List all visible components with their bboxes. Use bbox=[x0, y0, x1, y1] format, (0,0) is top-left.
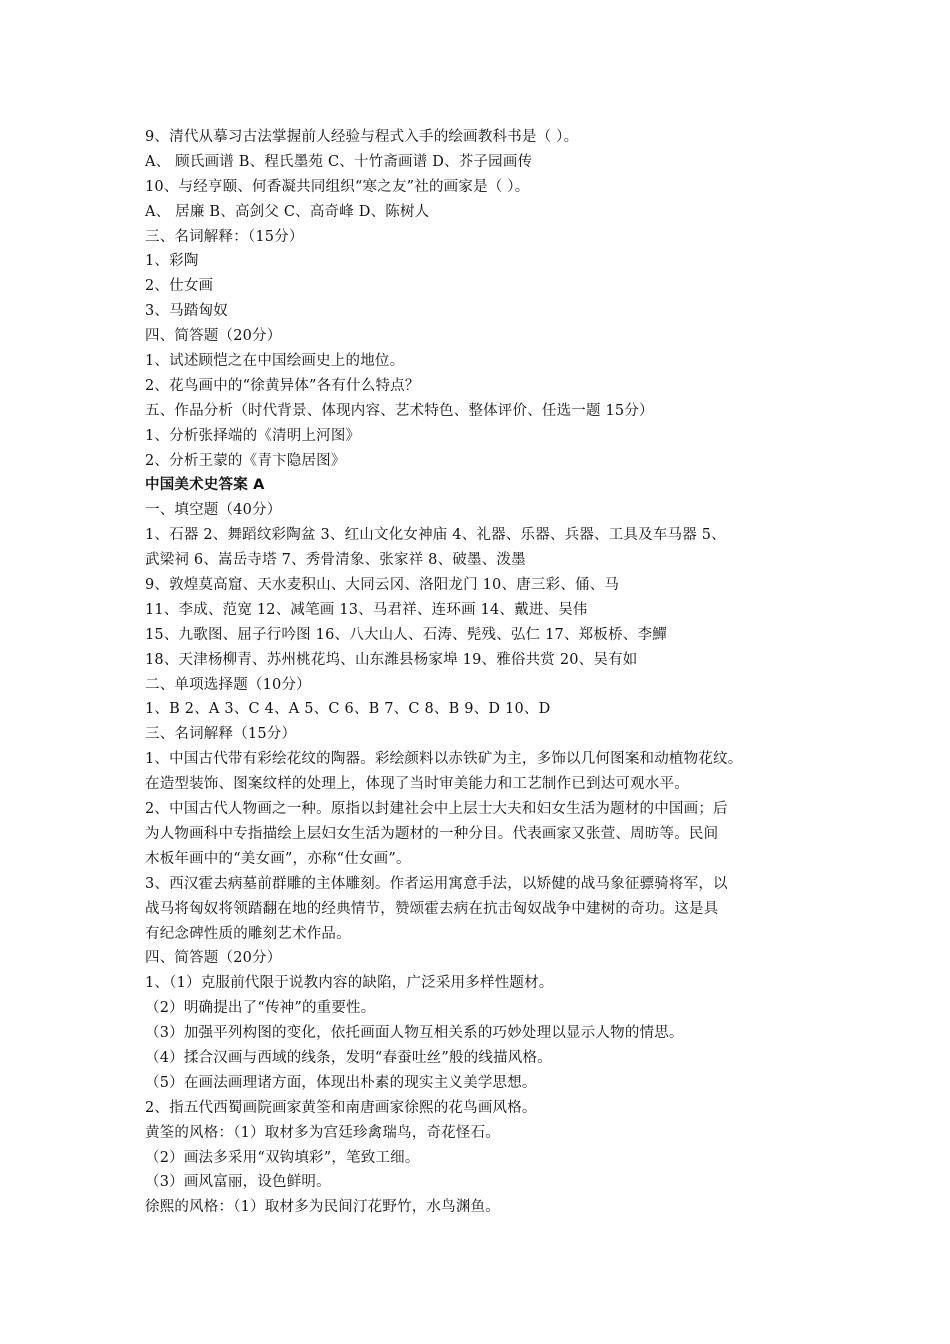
text-line: 二、单项选择题（10分） bbox=[145, 676, 311, 693]
text-line: 三、名词解释（15分） bbox=[145, 726, 297, 743]
text-line: 一、填空题（40分） bbox=[145, 502, 282, 519]
text-line: 有纪念碑性质的雕刻艺术作品。 bbox=[145, 925, 351, 942]
text-line: 2、仕女画 bbox=[145, 278, 214, 295]
answer-heading: 中国美术史答案 A bbox=[145, 477, 265, 494]
text-line: 在造型装饰、图案纹样的处理上，体现了当时审美能力和工艺制作已到达可观水平。 bbox=[145, 776, 689, 793]
document-body bbox=[145, 125, 835, 1220]
text-line: 1、彩陶 bbox=[145, 253, 199, 270]
text-line: 四、简答题（20分） bbox=[145, 950, 282, 967]
text-line: 武梁祠 6、嵩岳寺塔 7、秀骨清象、张家祥 8、破墨、泼墨 bbox=[145, 552, 526, 569]
text-line: 18、天津杨柳青、苏州桃花坞、山东潍县杨家埠 19、雅俗共赏 20、吴有如 bbox=[145, 651, 638, 668]
text-line: 1、分析张择端的《清明上河图》 bbox=[145, 427, 361, 444]
text-line: A、 顾氏画谱 B、程氏墨苑 C、十竹斋画谱 D、芥子园画传 bbox=[145, 153, 533, 170]
text-line: 五、作品分析（时代背景、体现内容、艺术特色、整体评价、任选一题 15分） bbox=[145, 402, 654, 419]
text-line: 1、石器 2、舞蹈纹彩陶盆 3、红山文化女神庙 4、礼器、乐器、兵器、工具及车马器 5、 bbox=[145, 527, 726, 544]
text-line: 2、指五代西蜀画院画家黄筌和南唐画家徐熙的花鸟画风格。 bbox=[145, 1099, 537, 1116]
text-line: 战马将匈奴将领踏翻在地的经典情节，赞颂霍去病在抗击匈奴战争中建树的奇功。这是具 bbox=[145, 900, 719, 917]
text-line: 徐熙的风格：（1）取材多为民间汀花野竹，水鸟渊鱼。 bbox=[145, 1199, 500, 1216]
text-line: 1、B 2、A 3、C 4、A 5、C 6、B 7、C 8、B 9、D 10、D bbox=[145, 701, 551, 718]
text-line: （2）画法多采用“双钩填彩”，笔致工细。 bbox=[145, 1149, 420, 1166]
text-line: 9、敦煌莫高窟、天水麦积山、大同云冈、洛阳龙门 10、唐三彩、俑、马 bbox=[145, 577, 620, 594]
text-line: 2、中国古代人物画之一种。原指以封建社会中上层士大夫和妇女生活为题材的中国画；后 bbox=[145, 801, 728, 818]
text-line: 3、西汉霍去病墓前群雕的主体雕刻。作者运用寓意手法，以矫健的战马象征骠骑将军，以 bbox=[145, 875, 728, 892]
text-line: （3）加强平列构图的变化，依托画面人物互相关系的巧妙处理以显示人物的情思。 bbox=[145, 1025, 684, 1042]
text-line: 黄筌的风格：（1）取材多为宫廷珍禽瑞鸟，奇花怪石。 bbox=[145, 1124, 500, 1141]
text-line: 木板年画中的“美女画”，亦称“仕女画”。 bbox=[145, 850, 411, 867]
text-line: 11、李成、范宽 12、减笔画 13、马君祥、连环画 14、戴进、吴伟 bbox=[145, 601, 588, 618]
text-line: （3）画风富丽，设色鲜明。 bbox=[145, 1174, 331, 1191]
text-line: 2、花鸟画中的“徐黄异体”各有什么特点？ bbox=[145, 377, 420, 394]
text-line: 1、（1）克服前代限于说教内容的缺陷，广泛采用多样性题材。 bbox=[145, 975, 554, 992]
text-line: 为人物画科中专指描绘上层妇女生活为题材的一种分目。代表画家又张萱、周昉等。民间 bbox=[145, 825, 719, 842]
text-line: 3、马踏匈奴 bbox=[145, 303, 228, 320]
text-line: 三、名词解释：（15分） bbox=[145, 228, 304, 245]
text-line: 1、中国古代带有彩绘花纹的陶器。彩绘颜料以赤铁矿为主，多饰以几何图案和动植物花纹。 bbox=[145, 751, 743, 768]
text-line: （5）在画法画理诸方面，体现出朴素的现实主义美学思想。 bbox=[145, 1074, 537, 1091]
text-line: （4）揉合汉画与西域的线条，发明“春蚕吐丝”般的线描风格。 bbox=[145, 1049, 552, 1066]
text-line: 2、分析王蒙的《青卞隐居图》 bbox=[145, 452, 346, 469]
text-line: 四、简答题（20分） bbox=[145, 328, 282, 345]
text-line: A、 居廉 B、高剑父 C、高奇峰 D、陈树人 bbox=[145, 203, 430, 220]
text-line: 9、清代从摹习古法掌握前人经验与程式入手的绘画教科书是（ ）。 bbox=[145, 129, 579, 145]
text-line: （2）明确提出了“传神”的重要性。 bbox=[145, 1000, 376, 1017]
text-line: 10、与经亨颐、何香凝共同组织“寒之友”社的画家是（ ）。 bbox=[145, 178, 530, 195]
text-line: 15、九歌图、屈子行吟图 16、八大山人、石涛、髡残、弘仁 17、郑板桥、李鱓 bbox=[145, 626, 667, 643]
text-line: 1、试述顾恺之在中国绘画史上的地位。 bbox=[145, 353, 405, 370]
